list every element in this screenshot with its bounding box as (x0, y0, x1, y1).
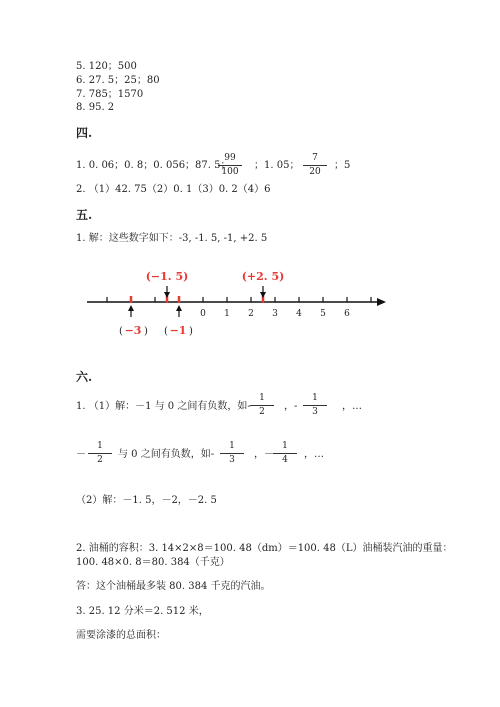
number-line-tick-label: 4 (296, 309, 302, 319)
sec6-q1b-mid: 与 0 之间有负数，如- (118, 449, 215, 460)
fraction-denominator: 20 (309, 167, 321, 177)
section-heading-6: 六. (76, 370, 93, 384)
number-line-label-minus-3: −3 (124, 324, 142, 337)
fraction-numerator: 1 (259, 393, 265, 403)
fraction-denominator: 100 (221, 167, 239, 177)
arrow-down-plus-2-5-head (260, 292, 266, 298)
sec6-q1a-prefix: 1. （1）解：－1 与 0 之间有负数，如- (76, 401, 251, 412)
sec6-q1b-sep: ，－ (254, 449, 274, 460)
fraction-numerator: 99 (224, 153, 236, 163)
number-line-tick-label: 1 (224, 309, 230, 319)
number-line-tick-label: 5 (320, 309, 326, 319)
sec5-q1: 1. 解：这些数字如下：-3, -1. 5, -1, +2. 5 (76, 233, 268, 244)
arrow-up-minus-1-head (176, 305, 182, 311)
number-line-label-paren: ) (189, 326, 193, 337)
number-line-label-paren: ( (119, 326, 123, 337)
sec6-q2-line2: 100. 48×0. 8＝80. 384（千克） (76, 557, 230, 568)
answer-line-8: 8. 95. 2 (76, 102, 115, 113)
fraction-numerator: 1 (282, 441, 288, 451)
fraction-bar (88, 453, 112, 454)
fraction-denominator: 3 (312, 407, 318, 417)
sec6-q1a-sep: ，- (284, 401, 298, 412)
number-line-label-minus-1-5: (−1. 5) (145, 270, 189, 283)
number-line-label-paren: ) (144, 326, 148, 337)
section-heading-4: 四. (76, 126, 93, 140)
arrow-down-minus-1-5-head (164, 292, 170, 298)
fraction-1-4 (273, 441, 297, 466)
number-line-tick-label: 6 (344, 309, 350, 319)
number-line-label-minus-1: −1 (169, 324, 187, 337)
fraction-bar (220, 453, 244, 454)
sec6-q1a-end: ，… (342, 401, 362, 412)
fraction-1-3 (220, 441, 244, 466)
number-line-label-paren: ( (164, 326, 168, 337)
number-line-tick-label: 0 (200, 309, 206, 319)
sec6-q2-answer: 答：这个油桶最多装 80. 384 千克的汽油。 (76, 581, 271, 592)
number-line-tick-label: 2 (248, 309, 254, 319)
sec6-q1c: （2）解：－1. 5，－2，－2. 5 (76, 495, 217, 506)
fraction-numerator: 1 (229, 441, 235, 451)
number-line-tick-label: 3 (272, 309, 278, 319)
number-line-label-plus-2-5: (+2. 5) (241, 270, 285, 283)
fraction-bar (303, 405, 327, 406)
fraction-denominator: 2 (259, 407, 265, 417)
sec6-q2-line1: 2. 油桶的容积：3. 14×2×8＝100. 48（dm）＝100. 48（L）油桶装汽油的重量： (76, 543, 453, 554)
number-line-arrowhead (377, 298, 386, 306)
fraction-numerator: 7 (312, 153, 318, 163)
sec6-q1b-prefix: － (76, 449, 86, 460)
sec4-q1-prefix: 1. 0. 06；0. 8；0. 056；87. 5； (76, 160, 231, 171)
fraction-numerator: 1 (97, 441, 103, 451)
sec6-q3-line2: 需要涂漆的总面积： (76, 630, 166, 641)
fraction-bar (273, 453, 297, 454)
fraction-denominator: 3 (229, 455, 235, 465)
sec4-q1-mid: ；1. 05； (254, 160, 300, 171)
answer-line-5: 5. 120；500 (76, 61, 137, 72)
fraction-1-3 (303, 393, 327, 418)
fraction-1-2 (250, 393, 274, 418)
fraction-denominator: 4 (282, 455, 288, 465)
sec6-q1b-end: ，… (304, 449, 324, 460)
fraction-1-2 (88, 441, 112, 466)
sec4-q2: 2. （1）42. 75（2）0. 1（3）0. 2（4）6 (76, 184, 271, 195)
answer-line-6: 6. 27. 5；25；80 (76, 75, 160, 86)
answer-line-7: 7. 785；1570 (76, 89, 144, 100)
fraction-numerator: 1 (312, 393, 318, 403)
arrow-up-minus-3-head (128, 305, 134, 311)
fraction-denominator: 2 (97, 455, 103, 465)
sec6-q3-line1: 3. 25. 12 分米＝2. 512 米， (76, 606, 209, 617)
sec4-q1-suffix: ；5 (334, 160, 351, 171)
section-heading-5: 五. (76, 208, 93, 222)
fraction-bar (250, 405, 274, 406)
